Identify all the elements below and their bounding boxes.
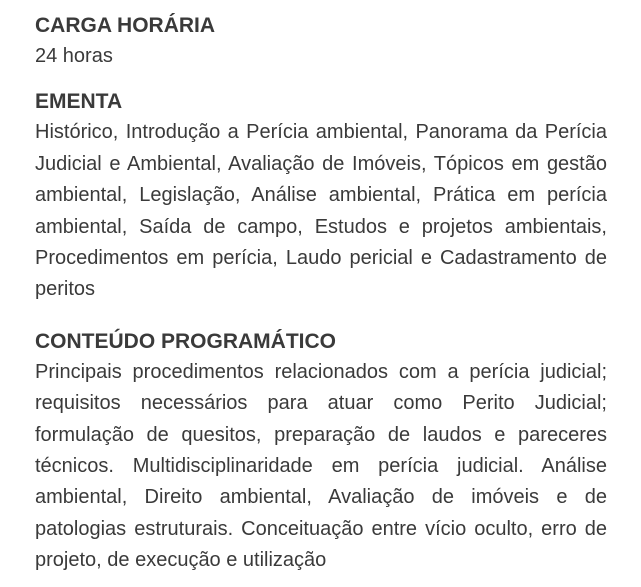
program-title: CONTEÚDO PROGRAMÁTICO <box>35 329 336 353</box>
workload-value: 24 horas <box>35 45 113 67</box>
workload-section <box>35 10 607 72</box>
program-section <box>35 326 607 577</box>
ementa-section <box>35 86 607 305</box>
ementa-title: EMENTA <box>35 90 123 114</box>
ementa-text: Histórico, Introdução a Perícia ambiental, Panorama da Perícia Judicial e Ambiental, Avaliação de Imóveis, Tópicos em gestão ambiental, Legislação, Análise ambiental, Prática em perícia ambiental, Saída de campo, Estudos e projetos ambientais, Procedimentos em perícia, Laudo pericial e Cadastramento de peritos <box>35 121 607 301</box>
course-details <box>35 10 607 577</box>
workload-title: CARGA HORÁRIA <box>35 14 216 37</box>
program-text: Principais procedimentos relacionados com a perícia judicial; requisitos necessários para atuar como Perito Judicial; formulação de quesitos, preparação de laudos e pareceres técnicos. Multidisciplinaridade em perícia judicial. Análise ambiental, Direito ambiental, Avaliação de imóveis e de patologias estruturais. Conceituação entre vício oculto, erro de projeto, de execução e utilização <box>35 360 607 572</box>
